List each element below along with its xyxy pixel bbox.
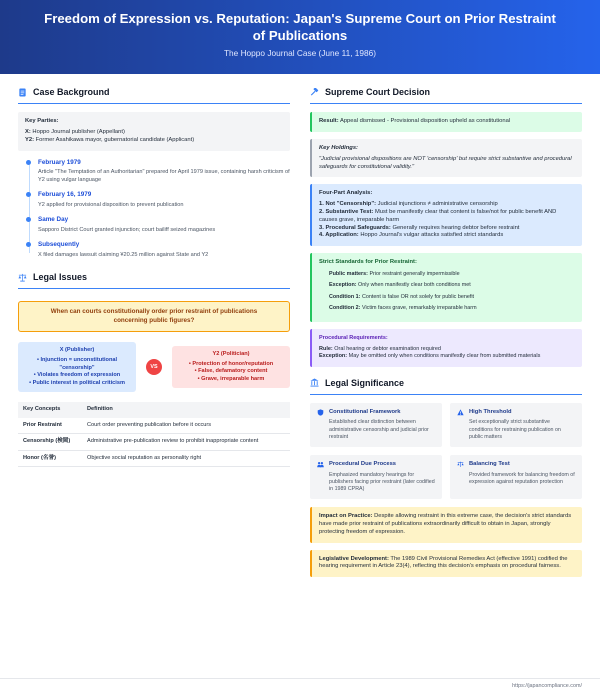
politician-point: • False, defamatory content (194, 368, 268, 375)
landmark-icon (310, 378, 319, 387)
central-question: When can courts constitutionally order prior restraint of publications concerning public figures? (18, 301, 290, 332)
document-icon (18, 88, 27, 97)
timeline-desc: X filed damages lawsuit claiming ¥20.25 million against State and Y2 (38, 251, 209, 258)
timeline (18, 159, 290, 260)
timeline-item (38, 159, 290, 185)
section-court-decision: Supreme Court Decision (310, 86, 582, 104)
section-legal-issues: Legal Issues (18, 271, 290, 289)
politician-heading: Y2 (Politician) (212, 351, 250, 358)
definition-cell: Court order preventing publication before it occurs (82, 418, 290, 434)
people-icon (317, 461, 324, 468)
key-concepts-table (18, 402, 290, 467)
publisher-heading: X (Publisher) (59, 347, 95, 354)
balance-icon (457, 461, 464, 468)
timeline-desc: Sapporo District Court granted injunction; court bailiff seized magazines (38, 226, 216, 233)
standard-item: Public matters: Prior restraint generally impermissible (329, 271, 460, 278)
procedural-requirements-box (310, 329, 582, 366)
definition-cell: Objective social reputation as personality right (82, 450, 290, 467)
publisher-position (18, 342, 136, 392)
key-holdings-box (310, 139, 582, 177)
timeline-item (38, 241, 290, 259)
section-legal-significance: Legal Significance (310, 377, 582, 395)
timeline-dot-icon (26, 242, 31, 247)
card-desc: Provided framework for balancing freedom of expression against reputation protection (469, 471, 575, 485)
timeline-dot-icon (26, 192, 31, 197)
significance-card (450, 403, 582, 447)
key-parties (18, 112, 290, 150)
analysis-header: Four-Part Analysis: (319, 190, 373, 197)
standard-item: Exception: Only when manifestly clear both conditions met (329, 282, 471, 289)
analysis-item: 2. Substantive Test: Must be manifestly clear that content is false/not for public benefit AND causes grave, irreparable harm (319, 209, 557, 223)
scales-icon (18, 273, 27, 282)
legislative-box: Legislative Development: The 1989 Civil Provisional Remedies Act (effective 1991) codified the hearing requirement in Article 23(4), reflecting this decision's emphasis on procedural fairness. (310, 550, 582, 578)
impact-box: Impact on Practice: Despite allowing restraint in this extreme case, the decision's strict standards have made prior restraint of publications extraordinarily difficult to obtain in Japan, strongly protecting freedom of expression. (310, 507, 582, 542)
party-y2: Y2: Former Asahikawa mayor, gubernatorial candidate (Applicant) (25, 136, 195, 143)
standards-header: Strict Standards for Prior Restraint: (319, 259, 417, 266)
procedural-header: Procedural Requirements: (319, 335, 388, 342)
right-column (310, 86, 582, 584)
timeline-desc: Article "The Temptation of an Authoritarian" prepared for April 1979 issue, containing harsh criticism of Y2 using vulgar language (38, 169, 290, 183)
procedural-exception: Exception: May be omitted only when conditions manifestly clear from submitted materials (319, 353, 541, 360)
table-row (18, 450, 290, 467)
significance-card (310, 403, 442, 447)
result-box: Result: Appeal dismissed - Provisional disposition upheld as constitutional (310, 112, 582, 132)
standard-item: Condition 2: Victim faces grave, remarkably irreparable harm (329, 304, 477, 311)
versus-comparison (18, 342, 290, 392)
table-row (18, 434, 290, 451)
analysis-item: 1. Not "Censorship": Judicial injunctions ≠ administrative censorship (319, 201, 498, 208)
four-part-analysis-box (310, 184, 582, 246)
left-column (18, 86, 290, 467)
politician-point: • Protection of honor/reputation (188, 360, 274, 367)
card-desc: Set exceptionally strict substantive conditions for restraining publication on public matters (469, 419, 561, 440)
key-holdings-quote: "Judicial provisional dispositions are NOT 'censorship' but require strict substantive and procedural safeguards for constitutional validity." (319, 155, 572, 170)
analysis-item: 4. Application: Hoppo Journal's vulgar attacks satisfied strict standards (319, 232, 504, 239)
warning-icon (457, 409, 464, 416)
card-title: Balancing Test (469, 460, 510, 467)
procedural-rule: Rule: Oral hearing or debtor examination required (319, 345, 441, 352)
analysis-item: 3. Procedural Safeguards: Generally requires hearing debtor before restraint (319, 224, 520, 231)
key-parties-header: Key Parties: (25, 118, 59, 125)
footer-url: https://japancompliance.com/ (0, 678, 600, 692)
concept-cell: Prior Restraint (18, 418, 82, 434)
party-x: X: Hoppo Journal publisher (Appellant) (25, 128, 125, 135)
timeline-item (38, 216, 290, 234)
card-title: Procedural Due Process (329, 460, 397, 467)
timeline-item (38, 191, 290, 209)
table-row (18, 418, 290, 434)
card-desc: Established clear distinction between administrative censorship and judicial prior restraint (329, 419, 429, 440)
concept-cell: Honor (名誉) (18, 450, 82, 467)
significance-card (310, 455, 442, 499)
gavel-icon (310, 88, 319, 97)
timeline-dot-icon (26, 160, 31, 165)
politician-point: • Grave, irreparable harm (197, 375, 265, 382)
card-title: High Threshold (469, 408, 512, 415)
card-desc: Emphasized mandatory hearings for publishers facing prior restraint (later codified in 1989 CPRA) (329, 471, 435, 492)
key-holdings-header: Key Holdings: (319, 144, 358, 151)
timeline-date: Same Day (38, 216, 69, 224)
strict-standards-box (310, 253, 582, 322)
publisher-point: • Injunction = unconstitutional "censorship" (36, 357, 118, 371)
page-subtitle: The Hoppo Journal Case (June 11, 1986) (223, 48, 377, 58)
publisher-point: • Violates freedom of expression (33, 372, 121, 379)
timeline-dot-icon (26, 217, 31, 222)
timeline-desc: Y2 applied for provisional disposition to prevent publication (38, 201, 184, 208)
publisher-point: • Public interest in political criticism (29, 379, 125, 386)
significance-card (450, 455, 582, 499)
column-header: Key Concepts (18, 402, 82, 418)
timeline-date: February 1979 (38, 158, 81, 166)
card-title: Constitutional Framework (329, 408, 401, 415)
section-case-background: Case Background (18, 86, 290, 104)
politician-position (172, 346, 290, 388)
timeline-date: Subsequently (38, 241, 80, 249)
definition-cell: Administrative pre-publication review to prohibit inappropriate content (82, 434, 290, 451)
table-header-row (18, 402, 290, 418)
significance-cards (310, 403, 582, 499)
standard-item: Condition 1: Content is false OR not solely for public benefit (329, 293, 475, 300)
concept-cell: Censorship (検閲) (18, 434, 82, 451)
column-header: Definition (82, 402, 290, 418)
vs-badge: VS (146, 359, 162, 375)
timeline-date: February 16, 1979 (38, 191, 92, 199)
page-header (0, 0, 600, 74)
page-title: Freedom of Expression vs. Reputation: Japan's Supreme Court on Prior Restraint of Publications (44, 11, 556, 43)
shield-icon (317, 409, 324, 416)
